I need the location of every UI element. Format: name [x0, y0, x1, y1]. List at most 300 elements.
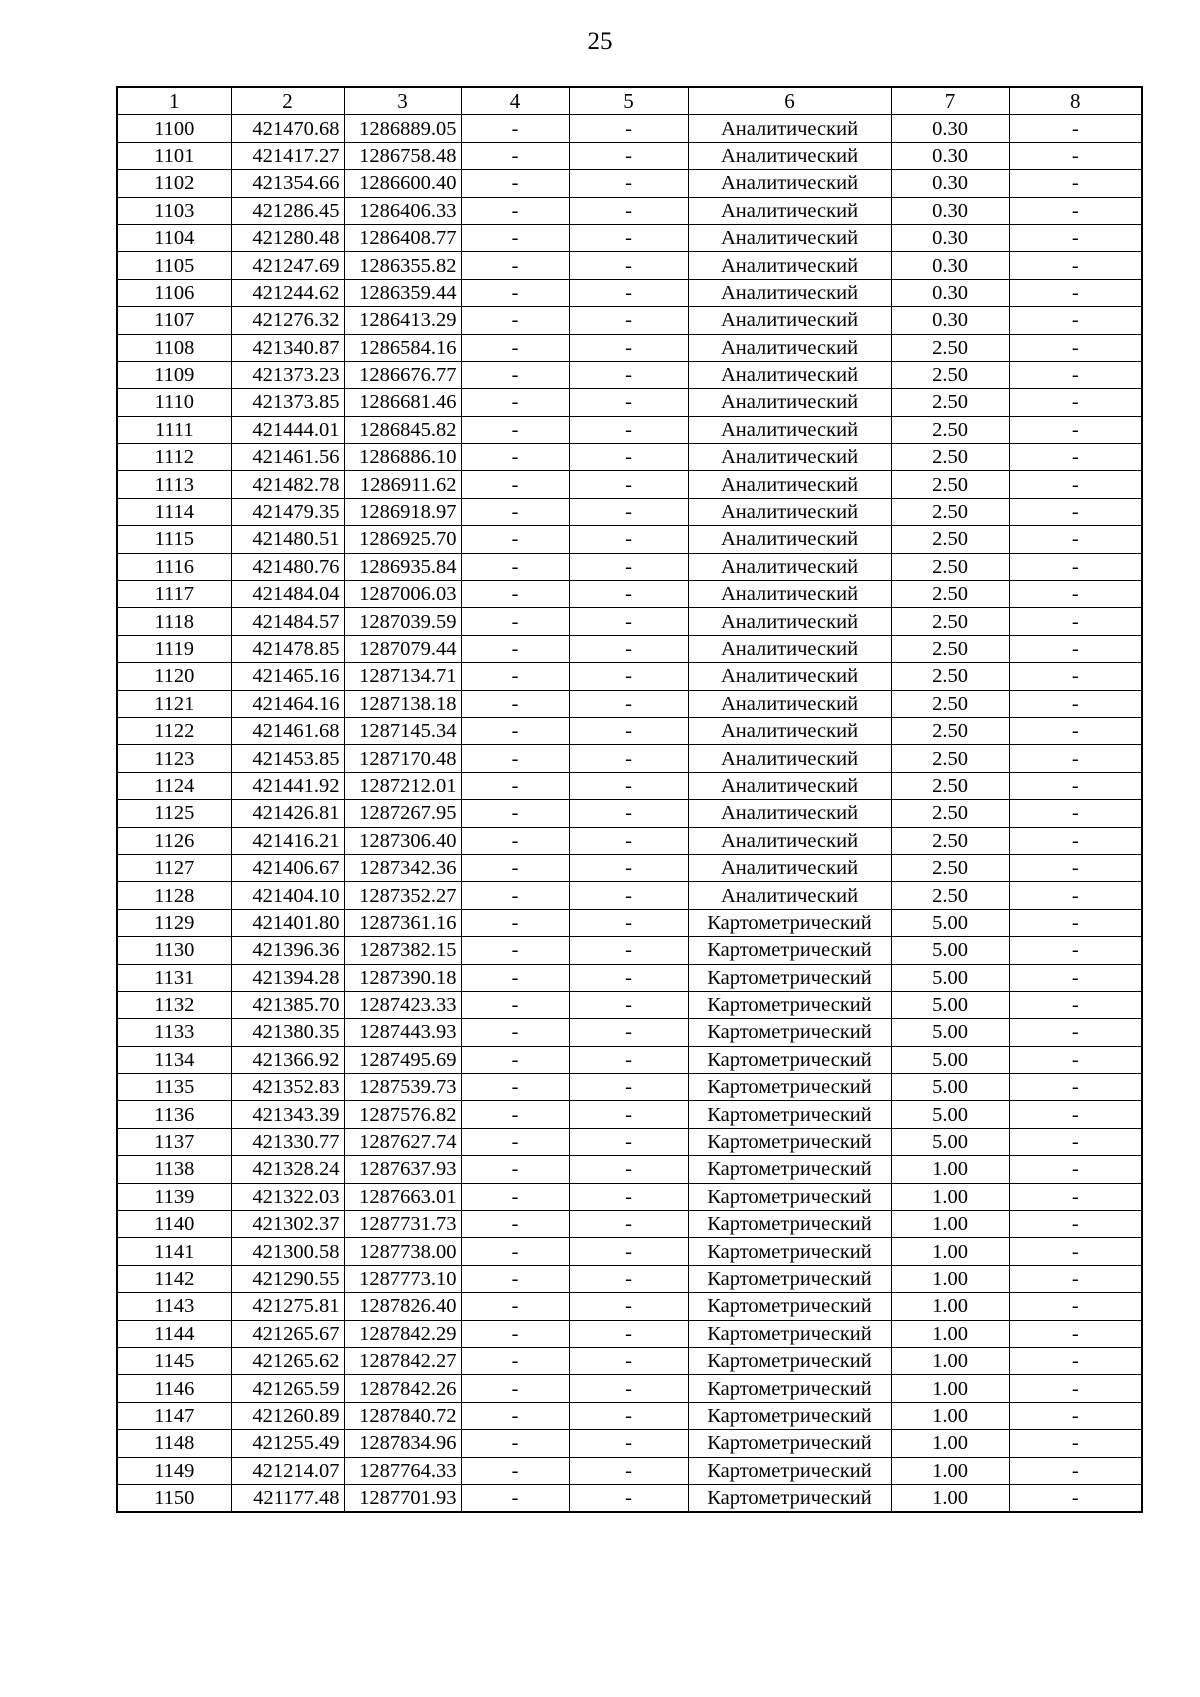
- table-cell: -: [569, 827, 688, 854]
- table-cell: 1287352.27: [344, 882, 461, 909]
- table-row: [117, 1402, 1142, 1429]
- table-cell: -: [461, 307, 569, 334]
- table-cell: 5.00: [891, 991, 1009, 1018]
- table-cell: 421354.66: [231, 170, 344, 197]
- table-cell: -: [1009, 937, 1142, 964]
- table-cell: 421461.56: [231, 444, 344, 471]
- table-cell: 1286359.44: [344, 279, 461, 306]
- column-header: 5: [569, 87, 688, 115]
- table-cell: -: [1009, 498, 1142, 525]
- table-row: [117, 142, 1142, 169]
- table-cell: -: [461, 1128, 569, 1155]
- table-cell: 2.50: [891, 800, 1009, 827]
- table-cell: -: [569, 1238, 688, 1265]
- table-cell: -: [1009, 416, 1142, 443]
- table-cell: Аналитический: [688, 608, 891, 635]
- table-cell: 2.50: [891, 608, 1009, 635]
- table-cell: -: [569, 964, 688, 991]
- table-cell: 1286355.82: [344, 252, 461, 279]
- table-cell: Картометрический: [688, 1320, 891, 1347]
- table-cell: 2.50: [891, 854, 1009, 881]
- table-cell: 421255.49: [231, 1430, 344, 1457]
- table-cell: -: [461, 526, 569, 553]
- table-cell: 1287039.59: [344, 608, 461, 635]
- table-cell: 421482.78: [231, 471, 344, 498]
- table-cell: 1150: [117, 1484, 231, 1512]
- table-row: [117, 1320, 1142, 1347]
- table-cell: -: [569, 252, 688, 279]
- table-cell: 1287731.73: [344, 1211, 461, 1238]
- table-cell: -: [1009, 115, 1142, 142]
- table-row: [117, 745, 1142, 772]
- table-cell: 1106: [117, 279, 231, 306]
- table-cell: -: [461, 1347, 569, 1374]
- table-cell: Аналитический: [688, 334, 891, 361]
- table-cell: -: [461, 224, 569, 251]
- table-cell: 1286600.40: [344, 170, 461, 197]
- table-cell: -: [569, 498, 688, 525]
- table-cell: -: [1009, 964, 1142, 991]
- table-cell: 1100: [117, 115, 231, 142]
- table-row: [117, 827, 1142, 854]
- table-cell: -: [569, 882, 688, 909]
- table-row: [117, 1457, 1142, 1484]
- table-cell: 1287842.26: [344, 1375, 461, 1402]
- table-cell: 421478.85: [231, 635, 344, 662]
- table-cell: Картометрический: [688, 937, 891, 964]
- table-cell: -: [1009, 717, 1142, 744]
- table-cell: 2.50: [891, 635, 1009, 662]
- table-cell: -: [1009, 1238, 1142, 1265]
- table-row: [117, 170, 1142, 197]
- table-cell: 1287170.48: [344, 745, 461, 772]
- table-cell: 0.30: [891, 279, 1009, 306]
- table-cell: -: [569, 1074, 688, 1101]
- table-cell: Картометрический: [688, 1156, 891, 1183]
- table-cell: 1287627.74: [344, 1128, 461, 1155]
- table-cell: -: [1009, 252, 1142, 279]
- table-cell: 1.00: [891, 1347, 1009, 1374]
- column-header: 7: [891, 87, 1009, 115]
- table-cell: 1287842.29: [344, 1320, 461, 1347]
- table-cell: 1139: [117, 1183, 231, 1210]
- table-cell: -: [461, 361, 569, 388]
- table-cell: Аналитический: [688, 827, 891, 854]
- table-cell: 1113: [117, 471, 231, 498]
- table-cell: 1.00: [891, 1238, 1009, 1265]
- table-cell: -: [569, 937, 688, 964]
- table-row: [117, 1347, 1142, 1374]
- table-cell: 421340.87: [231, 334, 344, 361]
- table-cell: -: [569, 608, 688, 635]
- table-cell: 421300.58: [231, 1238, 344, 1265]
- table-cell: Картометрический: [688, 1238, 891, 1265]
- table-cell: 5.00: [891, 964, 1009, 991]
- table-cell: 421470.68: [231, 115, 344, 142]
- table-cell: -: [1009, 635, 1142, 662]
- table-cell: 1287443.93: [344, 1019, 461, 1046]
- table-cell: 421260.89: [231, 1402, 344, 1429]
- table-cell: 1.00: [891, 1320, 1009, 1347]
- table-cell: Картометрический: [688, 1347, 891, 1374]
- table-cell: -: [569, 1484, 688, 1512]
- table-cell: -: [1009, 307, 1142, 334]
- table-row: [117, 1430, 1142, 1457]
- table-cell: -: [461, 334, 569, 361]
- table-cell: 1112: [117, 444, 231, 471]
- table-cell: 1144: [117, 1320, 231, 1347]
- table-cell: 1123: [117, 745, 231, 772]
- table-cell: 421302.37: [231, 1211, 344, 1238]
- table-cell: Аналитический: [688, 635, 891, 662]
- table-cell: -: [1009, 1293, 1142, 1320]
- column-header: 6: [688, 87, 891, 115]
- table-cell: 421394.28: [231, 964, 344, 991]
- table-cell: Картометрический: [688, 991, 891, 1018]
- table-cell: 421265.62: [231, 1347, 344, 1374]
- table-row: [117, 635, 1142, 662]
- table-cell: 1143: [117, 1293, 231, 1320]
- table-cell: 1286676.77: [344, 361, 461, 388]
- table-cell: 1287079.44: [344, 635, 461, 662]
- table-cell: 2.50: [891, 498, 1009, 525]
- table-cell: -: [461, 1211, 569, 1238]
- table-cell: -: [461, 170, 569, 197]
- table-cell: -: [461, 1402, 569, 1429]
- table-cell: -: [461, 1375, 569, 1402]
- table-cell: 1102: [117, 170, 231, 197]
- table-cell: 1287361.16: [344, 909, 461, 936]
- table-row: [117, 909, 1142, 936]
- table-cell: -: [569, 1457, 688, 1484]
- table-row: [117, 1183, 1142, 1210]
- table-cell: 421480.51: [231, 526, 344, 553]
- table-cell: 2.50: [891, 717, 1009, 744]
- table-cell: Картометрический: [688, 1128, 891, 1155]
- table-cell: 421177.48: [231, 1484, 344, 1512]
- table-cell: Аналитический: [688, 389, 891, 416]
- table-cell: -: [569, 1156, 688, 1183]
- table-cell: -: [569, 1183, 688, 1210]
- table-cell: Аналитический: [688, 279, 891, 306]
- table-cell: Аналитический: [688, 717, 891, 744]
- table-cell: 421290.55: [231, 1265, 344, 1292]
- table-cell: Аналитический: [688, 115, 891, 142]
- table-row: [117, 307, 1142, 334]
- table-row: [117, 1156, 1142, 1183]
- table-cell: 1287663.01: [344, 1183, 461, 1210]
- table-cell: -: [1009, 800, 1142, 827]
- table-cell: -: [1009, 1484, 1142, 1512]
- table-cell: -: [1009, 334, 1142, 361]
- table-cell: 1146: [117, 1375, 231, 1402]
- table-cell: 421417.27: [231, 142, 344, 169]
- table-cell: -: [461, 635, 569, 662]
- table-cell: 1287306.40: [344, 827, 461, 854]
- table-cell: Аналитический: [688, 772, 891, 799]
- table-cell: -: [1009, 170, 1142, 197]
- table-cell: -: [569, 854, 688, 881]
- table-cell: -: [569, 1347, 688, 1374]
- table-cell: 1.00: [891, 1484, 1009, 1512]
- table-cell: 1109: [117, 361, 231, 388]
- table-cell: -: [569, 1402, 688, 1429]
- table-cell: Аналитический: [688, 252, 891, 279]
- table-cell: Картометрический: [688, 1402, 891, 1429]
- table-cell: 421406.67: [231, 854, 344, 881]
- coordinates-table: [116, 86, 1143, 1513]
- table-cell: 421247.69: [231, 252, 344, 279]
- table-cell: -: [1009, 1019, 1142, 1046]
- table-cell: 2.50: [891, 526, 1009, 553]
- table-cell: -: [461, 498, 569, 525]
- table-cell: -: [569, 1128, 688, 1155]
- table-cell: -: [1009, 1457, 1142, 1484]
- table-cell: 1.00: [891, 1156, 1009, 1183]
- table-cell: 1287738.00: [344, 1238, 461, 1265]
- table-cell: 1141: [117, 1238, 231, 1265]
- table-cell: 1287423.33: [344, 991, 461, 1018]
- table-cell: 1101: [117, 142, 231, 169]
- table-cell: 421465.16: [231, 663, 344, 690]
- table-row: [117, 334, 1142, 361]
- table-cell: -: [569, 361, 688, 388]
- table-cell: Аналитический: [688, 416, 891, 443]
- table-cell: -: [461, 252, 569, 279]
- table-cell: Аналитический: [688, 745, 891, 772]
- table-cell: 2.50: [891, 772, 1009, 799]
- table-cell: Аналитический: [688, 361, 891, 388]
- table-cell: -: [461, 745, 569, 772]
- table-row: [117, 444, 1142, 471]
- table-cell: -: [569, 334, 688, 361]
- table-cell: -: [569, 197, 688, 224]
- table-cell: 1132: [117, 991, 231, 1018]
- table-cell: -: [461, 389, 569, 416]
- table-cell: -: [569, 170, 688, 197]
- table-row: [117, 279, 1142, 306]
- table-cell: 1137: [117, 1128, 231, 1155]
- table-cell: 1148: [117, 1430, 231, 1457]
- table-cell: 1286584.16: [344, 334, 461, 361]
- table-cell: -: [461, 115, 569, 142]
- table-cell: 421426.81: [231, 800, 344, 827]
- table-cell: -: [569, 1101, 688, 1128]
- table-cell: 1120: [117, 663, 231, 690]
- table-cell: 421401.80: [231, 909, 344, 936]
- table-cell: 1.00: [891, 1211, 1009, 1238]
- table-cell: Аналитический: [688, 526, 891, 553]
- table-cell: -: [569, 1430, 688, 1457]
- table-cell: 2.50: [891, 882, 1009, 909]
- table-row: [117, 115, 1142, 142]
- table-cell: 421276.32: [231, 307, 344, 334]
- table-cell: -: [461, 827, 569, 854]
- table-cell: -: [1009, 1347, 1142, 1374]
- table-cell: 1287212.01: [344, 772, 461, 799]
- table-cell: 1287495.69: [344, 1046, 461, 1073]
- table-cell: Картометрический: [688, 1046, 891, 1073]
- table-row: [117, 197, 1142, 224]
- table-row: [117, 1128, 1142, 1155]
- table-cell: -: [1009, 1211, 1142, 1238]
- table-cell: -: [1009, 1265, 1142, 1292]
- table-cell: 1140: [117, 1211, 231, 1238]
- page-number: 25: [587, 28, 613, 55]
- table-cell: 1116: [117, 553, 231, 580]
- table-cell: -: [1009, 882, 1142, 909]
- table-cell: -: [1009, 663, 1142, 690]
- table-cell: 1.00: [891, 1457, 1009, 1484]
- table-cell: 421343.39: [231, 1101, 344, 1128]
- table-cell: -: [569, 471, 688, 498]
- table-cell: Картометрический: [688, 1265, 891, 1292]
- table-cell: 1286408.77: [344, 224, 461, 251]
- table-cell: -: [1009, 909, 1142, 936]
- table-cell: 421373.85: [231, 389, 344, 416]
- table-cell: -: [1009, 553, 1142, 580]
- table-cell: Картометрический: [688, 1211, 891, 1238]
- table-cell: Аналитический: [688, 882, 891, 909]
- table-cell: 1114: [117, 498, 231, 525]
- table-cell: 5.00: [891, 1046, 1009, 1073]
- table-cell: 1134: [117, 1046, 231, 1073]
- table-cell: 0.30: [891, 252, 1009, 279]
- table-cell: Аналитический: [688, 553, 891, 580]
- table-cell: -: [1009, 1156, 1142, 1183]
- table-cell: 1111: [117, 416, 231, 443]
- table-cell: 1287539.73: [344, 1074, 461, 1101]
- table-cell: -: [569, 1293, 688, 1320]
- table-cell: 2.50: [891, 663, 1009, 690]
- table-cell: 1.00: [891, 1402, 1009, 1429]
- table-cell: 1142: [117, 1265, 231, 1292]
- table-cell: 1286889.05: [344, 115, 461, 142]
- table-cell: 1.00: [891, 1183, 1009, 1210]
- table-cell: -: [1009, 279, 1142, 306]
- table-cell: -: [569, 444, 688, 471]
- table-cell: -: [569, 909, 688, 936]
- table-cell: -: [569, 800, 688, 827]
- table-cell: Аналитический: [688, 800, 891, 827]
- table-cell: 421280.48: [231, 224, 344, 251]
- table-cell: 421453.85: [231, 745, 344, 772]
- table-cell: 421464.16: [231, 690, 344, 717]
- table-cell: 1286413.29: [344, 307, 461, 334]
- table-cell: -: [569, 1019, 688, 1046]
- table-cell: 1287701.93: [344, 1484, 461, 1512]
- table-cell: 0.30: [891, 142, 1009, 169]
- table-cell: -: [461, 471, 569, 498]
- table-cell: 421441.92: [231, 772, 344, 799]
- table-cell: 0.30: [891, 170, 1009, 197]
- table-cell: 1287390.18: [344, 964, 461, 991]
- table-cell: -: [461, 1074, 569, 1101]
- table-cell: 5.00: [891, 909, 1009, 936]
- table-cell: 1287842.27: [344, 1347, 461, 1374]
- table-cell: 421244.62: [231, 279, 344, 306]
- table-cell: 421484.04: [231, 581, 344, 608]
- table-cell: 2.50: [891, 690, 1009, 717]
- table-cell: 421484.57: [231, 608, 344, 635]
- table-cell: 1286681.46: [344, 389, 461, 416]
- table-cell: -: [1009, 1430, 1142, 1457]
- table-row: [117, 526, 1142, 553]
- table-cell: 1.00: [891, 1293, 1009, 1320]
- table-cell: -: [1009, 991, 1142, 1018]
- table-row: [117, 663, 1142, 690]
- table-row: [117, 608, 1142, 635]
- table-cell: -: [1009, 224, 1142, 251]
- table-cell: 1130: [117, 937, 231, 964]
- table-cell: 2.50: [891, 471, 1009, 498]
- table-cell: 1108: [117, 334, 231, 361]
- table-cell: 1287006.03: [344, 581, 461, 608]
- table-cell: Картометрический: [688, 1484, 891, 1512]
- table-cell: -: [461, 1101, 569, 1128]
- table-cell: 421286.45: [231, 197, 344, 224]
- table-cell: 421461.68: [231, 717, 344, 744]
- table-cell: 2.50: [891, 553, 1009, 580]
- table-cell: Аналитический: [688, 690, 891, 717]
- table-cell: 1128: [117, 882, 231, 909]
- table-cell: 1287840.72: [344, 1402, 461, 1429]
- table-cell: -: [569, 142, 688, 169]
- table-cell: 1127: [117, 854, 231, 881]
- table-row: [117, 772, 1142, 799]
- table-row: [117, 1101, 1142, 1128]
- table-cell: 1118: [117, 608, 231, 635]
- table-cell: 1287834.96: [344, 1430, 461, 1457]
- column-header: 3: [344, 87, 461, 115]
- table-cell: 1110: [117, 389, 231, 416]
- table-row: [117, 1293, 1142, 1320]
- table-cell: -: [1009, 827, 1142, 854]
- table-cell: Картометрический: [688, 909, 891, 936]
- table-cell: -: [461, 1293, 569, 1320]
- table-cell: 1117: [117, 581, 231, 608]
- table-cell: -: [1009, 745, 1142, 772]
- table-cell: -: [1009, 1046, 1142, 1073]
- table-cell: -: [461, 800, 569, 827]
- column-header: 2: [231, 87, 344, 115]
- table-cell: Аналитический: [688, 581, 891, 608]
- table-cell: -: [1009, 1320, 1142, 1347]
- table-cell: Картометрический: [688, 964, 891, 991]
- table-cell: 5.00: [891, 1019, 1009, 1046]
- table-row: [117, 690, 1142, 717]
- table-cell: Аналитический: [688, 498, 891, 525]
- table-cell: 1286406.33: [344, 197, 461, 224]
- table-cell: -: [569, 1265, 688, 1292]
- table-cell: -: [461, 937, 569, 964]
- table-cell: -: [461, 882, 569, 909]
- table-row: [117, 1211, 1142, 1238]
- table-cell: -: [569, 115, 688, 142]
- table-cell: 421366.92: [231, 1046, 344, 1073]
- table-cell: 5.00: [891, 1074, 1009, 1101]
- table-body: [117, 115, 1142, 1512]
- table-cell: -: [461, 854, 569, 881]
- table-cell: 421328.24: [231, 1156, 344, 1183]
- table-cell: -: [461, 1484, 569, 1512]
- table-cell: 1287138.18: [344, 690, 461, 717]
- table-cell: -: [1009, 1375, 1142, 1402]
- table-cell: 421385.70: [231, 991, 344, 1018]
- table-cell: -: [569, 690, 688, 717]
- table-cell: 1136: [117, 1101, 231, 1128]
- table-cell: 1119: [117, 635, 231, 662]
